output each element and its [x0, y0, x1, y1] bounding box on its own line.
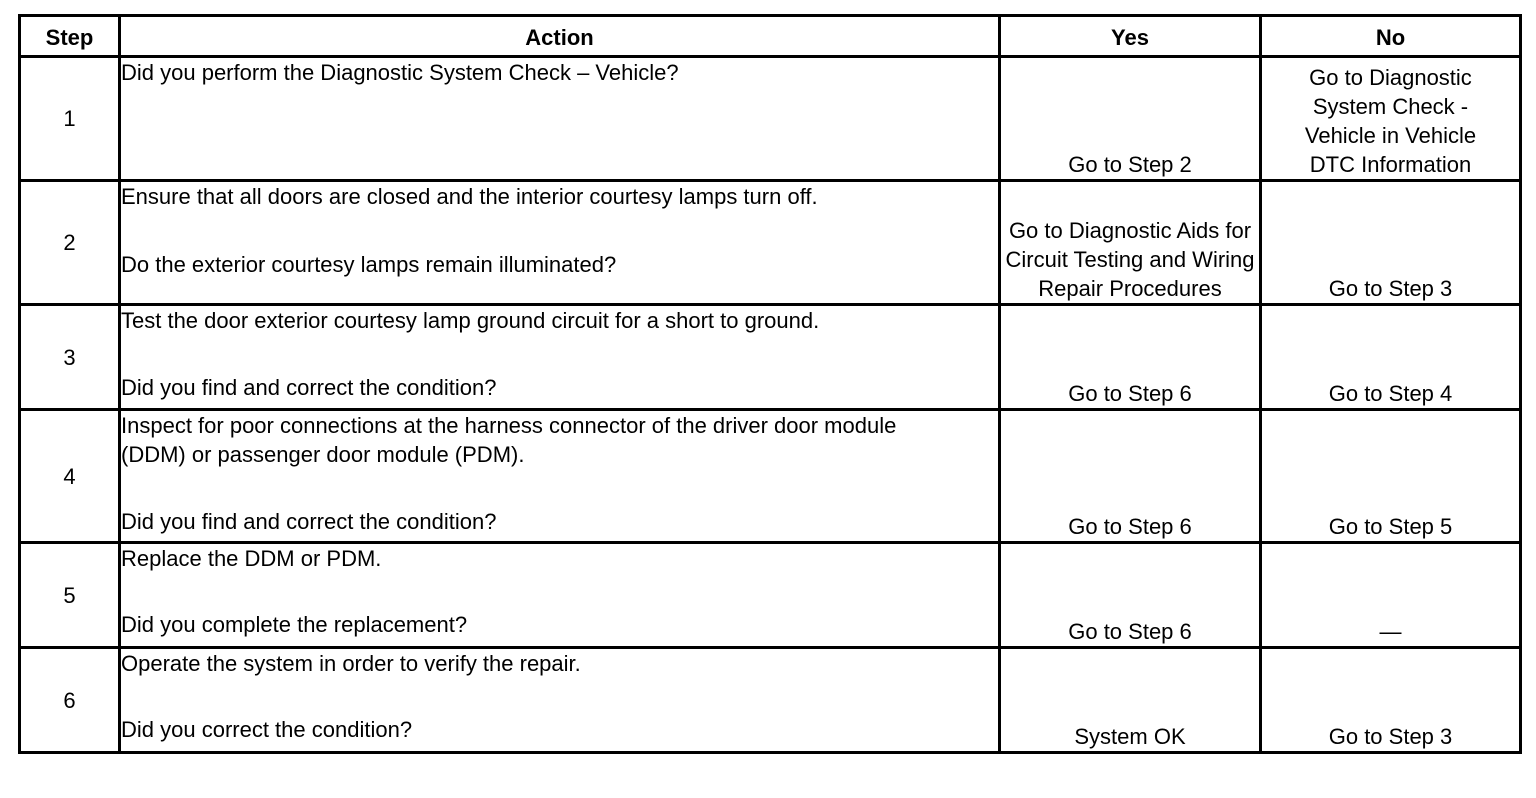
no-result: Go to Step 3 [1261, 181, 1521, 305]
table-row [20, 181, 1521, 305]
step-number: 1 [20, 57, 120, 181]
yes-result: Go to Step 6 [1000, 543, 1261, 648]
action-cell [120, 648, 1000, 753]
no-result: Go to Step 5 [1261, 410, 1521, 543]
action-instruction: Operate the system in order to verify the repair. [121, 651, 581, 676]
header-step: Step [20, 16, 120, 57]
header-row [20, 16, 1521, 57]
table-row [20, 410, 1521, 543]
action-instruction: Test the door exterior courtesy lamp ground circuit for a short to ground. [121, 308, 820, 333]
action-instruction: Ensure that all doors are closed and the interior courtesy lamps turn off. [121, 184, 818, 209]
step-number: 2 [20, 181, 120, 305]
step-number: 4 [20, 410, 120, 543]
header-yes: Yes [1000, 16, 1261, 57]
action-question: Did you complete the replacement? [121, 612, 468, 637]
header-no: No [1261, 16, 1521, 57]
action-cell [120, 305, 1000, 410]
no-result: Go to Diagnostic System Check - Vehicle in Vehicle DTC Information [1261, 57, 1521, 181]
table-row [20, 57, 1521, 181]
yes-result: System OK [1000, 648, 1261, 753]
step-number: 5 [20, 543, 120, 648]
action-question: Did you find and correct the condition? [121, 509, 497, 534]
action-instruction: Replace the DDM or PDM. [121, 546, 382, 571]
action-question: Did you correct the condition? [121, 717, 413, 742]
action-instruction: Did you perform the Diagnostic System Check – Vehicle? [121, 60, 679, 85]
action-cell [120, 181, 1000, 305]
yes-result: Go to Diagnostic Aids for Circuit Testing and Wiring Repair Procedures [1000, 181, 1261, 305]
no-result: Go to Step 3 [1261, 648, 1521, 753]
yes-result: Go to Step 6 [1000, 410, 1261, 543]
action-cell [120, 57, 1000, 181]
no-result: — [1261, 543, 1521, 648]
action-cell [120, 410, 1000, 543]
action-question: Do the exterior courtesy lamps remain illuminated? [121, 252, 617, 277]
yes-result: Go to Step 6 [1000, 305, 1261, 410]
action-question: Did you find and correct the condition? [121, 375, 497, 400]
no-result: Go to Step 4 [1261, 305, 1521, 410]
table-row [20, 648, 1521, 753]
header-action: Action [120, 16, 1000, 57]
yes-result: Go to Step 2 [1000, 57, 1261, 181]
table-row [20, 305, 1521, 410]
step-number: 3 [20, 305, 120, 410]
diagnostic-table [18, 14, 1522, 754]
action-cell [120, 543, 1000, 648]
action-instruction: Inspect for poor connections at the harness connector of the driver door module (DDM) or passenger door module (PDM). [121, 413, 897, 467]
table-row [20, 543, 1521, 648]
step-number: 6 [20, 648, 120, 753]
